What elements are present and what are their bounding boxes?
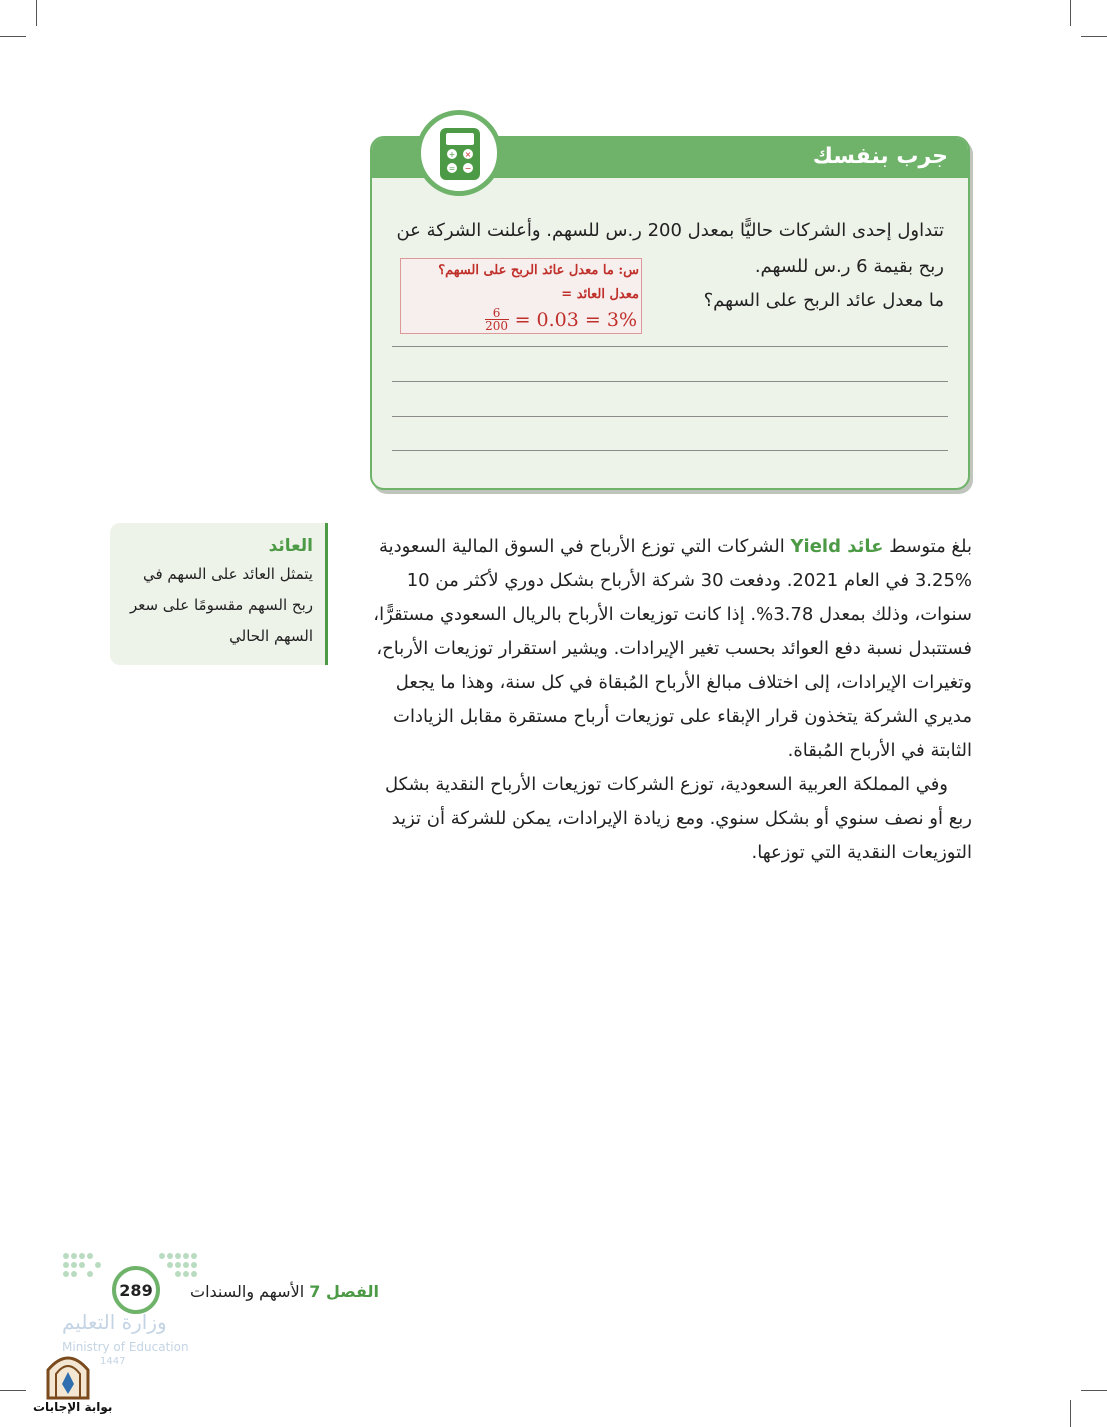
question-line: ربح بقيمة 6 ر.س للسهم. [754,256,944,277]
chapter-footer [190,1282,379,1301]
answer-question: س: ما معدل عائد الربح على السهم؟ [438,263,639,278]
handwritten-answer [400,258,642,334]
writing-line [392,381,948,382]
ministry-name-english: Ministry of Education [62,1340,189,1354]
crop-mark [1070,1400,1071,1427]
paragraph-line: سنوات، وذلك بمعدل 3.78%. إذا كانت توزيعات الأرباح بالريال السعودي مستقرًّا، [373,604,972,625]
calculator-icon [416,110,502,196]
page-number: 289 [112,1266,160,1314]
question-line: تتداول إحدى الشركات حاليًّا بمعدل 200 ر.س للسهم. وأعلنت الشركة عن [396,220,944,241]
chapter-title: الأسهم والسندات [190,1282,305,1301]
crop-mark [1070,0,1071,26]
writing-line [392,450,948,451]
chapter-label: الفصل 7 [309,1282,379,1301]
answer-calculation [485,307,637,332]
glossary-definition-line: السهم الحالي [229,627,313,645]
paragraph-line: التوزيعات النقدية التي توزعها. [751,842,972,863]
ministry-name-arabic: وزارة التعليم [62,1310,167,1334]
answer-fraction [485,307,509,332]
paragraph-line: الثابتة في الأرباح المُبقاة. [787,740,972,761]
writing-line [392,416,948,417]
writing-line [392,346,948,347]
paragraph-line: ربع أو نصف سنوي أو بشكل سنوي. ومع زيادة الإيرادات، يمكن للشركة أن تزيد [391,808,972,829]
answer-result: = 0.03 = 3% [514,308,637,331]
crop-mark [0,36,26,37]
site-label: بوابة الإجابات [33,1400,113,1414]
svg-text:=: = [448,164,456,173]
glossary-term: العائد [268,536,313,556]
fraction-denominator: 200 [485,319,509,333]
crop-mark [36,0,37,26]
crop-mark [0,1390,26,1391]
crop-mark [1081,36,1107,37]
main-text [362,530,972,870]
term-yield: عائد Yield [790,536,884,557]
paragraph-line: 3.25% في العام 2021. ودفعت 30 شركة الأرباح بشكل دوري لأكثر من 10 [406,570,972,591]
glossary-definition-line: يتمثل العائد على السهم في [142,565,313,583]
svg-text:+: + [448,150,456,159]
fraction-numerator: 6 [492,306,501,320]
glossary-box [110,523,328,665]
paragraph-line: وتغيرات الإيرادات، إلى اختلاف مبالغ الأرباح المُبقاة في كل سنة، وهذا ما يجعل [395,672,972,693]
paragraph-line: فستتبدل نسبة دفع العوائد بحسب تغير الإيرادات. ويشير استقرار توزيعات الأرباح، [376,638,972,659]
question-line: ما معدل عائد الربح على السهم؟ [703,290,944,311]
paragraph-line: وفي المملكة العربية السعودية، توزع الشركات توزيعات الأرباح النقدية بشكل [384,774,948,795]
crop-mark [1081,1390,1107,1391]
ministry-year: 1447 [100,1356,126,1367]
svg-text:×: × [464,150,472,159]
answer-label: معدل العائد = [561,287,639,302]
site-logo-icon [44,1350,92,1400]
glossary-definition-line: ربح السهم مقسومًا على سعر [129,596,313,614]
try-yourself-title: جرب بنفسك [812,144,948,169]
paragraph-line: مديري الشركة يتخذون قرار الإبقاء على توزيعات أرباح مستقرة مقابل الزيادات [393,706,972,727]
svg-text:−: − [464,164,472,173]
paragraph-line: بلغ متوسط عائد Yield الشركات التي توزع الأرباح في السوق المالية السعودية [378,536,972,557]
